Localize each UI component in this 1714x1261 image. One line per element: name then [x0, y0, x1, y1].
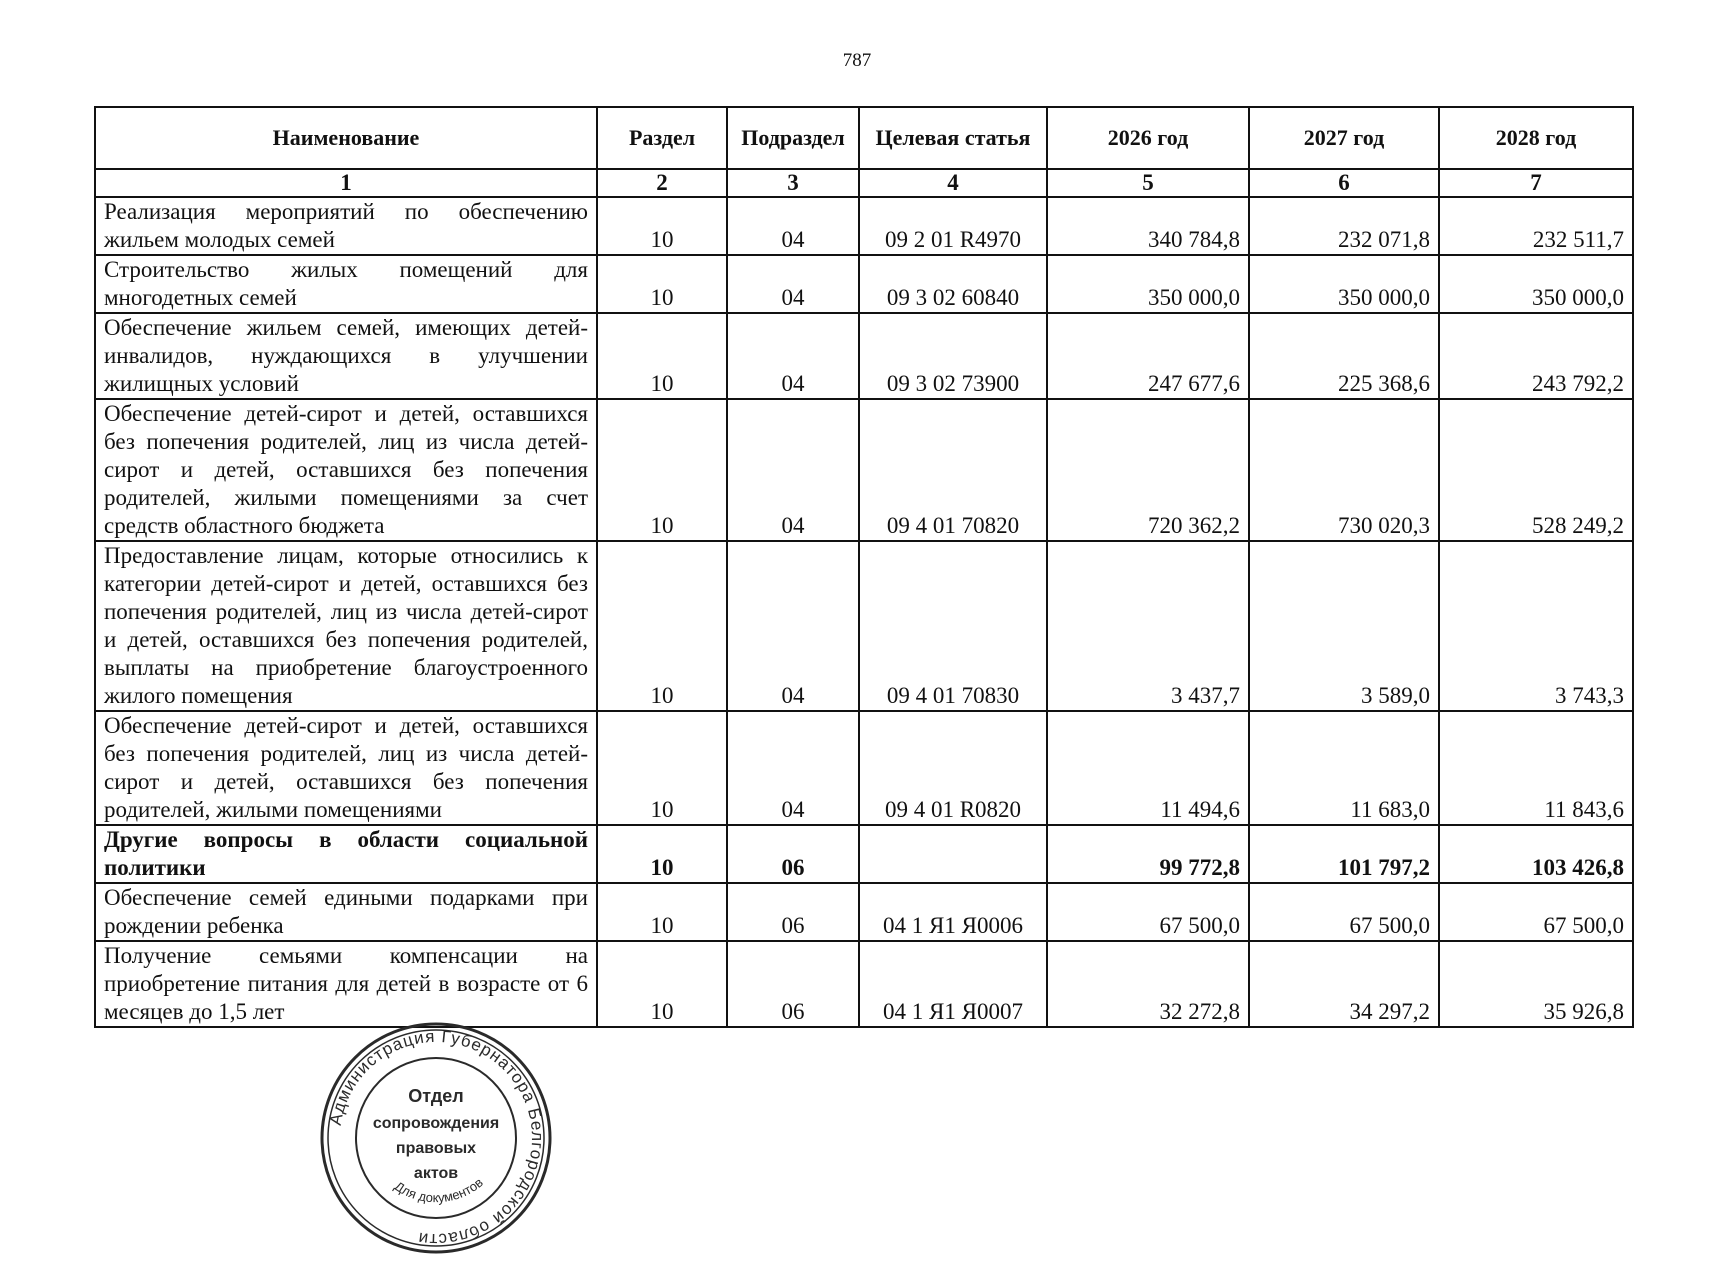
column-number: 6	[1249, 169, 1439, 197]
row-2027: 730 020,3	[1249, 399, 1439, 541]
row-2027: 67 500,0	[1249, 883, 1439, 941]
row-target: 09 3 02 60840	[859, 255, 1047, 313]
row-target: 09 4 01 70830	[859, 541, 1047, 711]
row-target: 04 1 Я1 Я0006	[859, 883, 1047, 941]
row-name: Обеспечение детей-сирот и детей, оставшихся без попечения родителей, лиц из числа детей-сирот и детей, оставшихся без попечения родителей, жилыми помещениями за счет средств областного бюджета	[95, 399, 597, 541]
row-2026: 67 500,0	[1047, 883, 1249, 941]
row-2028: 35 926,8	[1439, 941, 1633, 1027]
column-header: 2026 год	[1047, 107, 1249, 169]
row-2027: 3 589,0	[1249, 541, 1439, 711]
table-row	[95, 711, 1633, 825]
table-row	[95, 541, 1633, 711]
row-2028: 103 426,8	[1439, 825, 1633, 883]
row-2027: 232 071,8	[1249, 197, 1439, 255]
stamp-outer-text: Администрация Губернатора Белгородской области	[325, 1026, 548, 1250]
row-2028: 528 249,2	[1439, 399, 1633, 541]
row-2026: 720 362,2	[1047, 399, 1249, 541]
row-podrazdel: 04	[727, 399, 859, 541]
stamp-line: правовых	[395, 1140, 477, 1157]
column-header: Раздел	[597, 107, 727, 169]
row-name: Реализация мероприятий по обеспечению жильем молодых семей	[95, 197, 597, 255]
row-2028: 3 743,3	[1439, 541, 1633, 711]
row-name: Предоставление лицам, которые относились к категории детей-сирот и детей, оставшихся без попечения родителей, лиц из числа детей-сирот и детей, оставшихся без попечения родителей, выплаты на приобретение благоустроенного жилого помещения	[95, 541, 597, 711]
column-number: 2	[597, 169, 727, 197]
row-2026: 99 772,8	[1047, 825, 1249, 883]
column-header: 2028 год	[1439, 107, 1633, 169]
table-row	[95, 399, 1633, 541]
column-number-row	[95, 169, 1633, 197]
table-row	[95, 883, 1633, 941]
row-2026: 247 677,6	[1047, 313, 1249, 399]
row-name: Обеспечение семей едиными подарками при рождении ребенка	[95, 883, 597, 941]
column-header: Наименование	[95, 107, 597, 169]
row-podrazdel: 04	[727, 711, 859, 825]
stamp-line: Отдел	[408, 1086, 464, 1106]
row-target: 09 2 01 R4970	[859, 197, 1047, 255]
row-podrazdel: 04	[727, 313, 859, 399]
row-razdel: 10	[597, 313, 727, 399]
row-2027: 101 797,2	[1249, 825, 1439, 883]
table-row	[95, 255, 1633, 313]
row-podrazdel: 04	[727, 255, 859, 313]
row-podrazdel: 04	[727, 197, 859, 255]
official-stamp	[318, 1020, 554, 1256]
row-target: 04 1 Я1 Я0007	[859, 941, 1047, 1027]
budget-table	[94, 106, 1634, 1028]
row-podrazdel: 06	[727, 825, 859, 883]
row-2026: 340 784,8	[1047, 197, 1249, 255]
row-razdel: 10	[597, 825, 727, 883]
row-2026: 11 494,6	[1047, 711, 1249, 825]
table-row-section	[95, 825, 1633, 883]
row-2028: 243 792,2	[1439, 313, 1633, 399]
row-name: Обеспечение жильем семей, имеющих детей-инвалидов, нуждающихся в улучшении жилищных условий	[95, 313, 597, 399]
row-name: Обеспечение детей-сирот и детей, оставшихся без попечения родителей, лиц из числа детей-сирот и детей, оставшихся без попечения родителей, жилыми помещениями	[95, 711, 597, 825]
row-razdel: 10	[597, 941, 727, 1027]
row-2026: 32 272,8	[1047, 941, 1249, 1027]
row-2027: 350 000,0	[1249, 255, 1439, 313]
row-podrazdel: 06	[727, 883, 859, 941]
row-2027: 34 297,2	[1249, 941, 1439, 1027]
row-2027: 225 368,6	[1249, 313, 1439, 399]
row-podrazdel: 04	[727, 541, 859, 711]
row-target: 09 4 01 70820	[859, 399, 1047, 541]
column-number: 7	[1439, 169, 1633, 197]
column-header: Подраздел	[727, 107, 859, 169]
header-row	[95, 107, 1633, 169]
stamp-bottom-text: Для документов	[391, 1174, 486, 1206]
row-target: 09 3 02 73900	[859, 313, 1047, 399]
row-podrazdel: 06	[727, 941, 859, 1027]
row-2026: 3 437,7	[1047, 541, 1249, 711]
stamp-line: актов	[413, 1165, 459, 1182]
column-header: 2027 год	[1249, 107, 1439, 169]
column-header: Целевая статья	[859, 107, 1047, 169]
row-razdel: 10	[597, 399, 727, 541]
row-name: Получение семьями компенсации на приобретение питания для детей в возрасте от 6 месяцев до 1,5 лет	[95, 941, 597, 1027]
row-razdel: 10	[597, 711, 727, 825]
row-2028: 232 511,7	[1439, 197, 1633, 255]
row-2028: 11 843,6	[1439, 711, 1633, 825]
svg-text:Администрация Губернатора Белг	[326, 1027, 547, 1249]
stamp-line: сопровождения	[372, 1115, 500, 1132]
row-name: Другие вопросы в области социальной политики	[95, 825, 597, 883]
stamp-seal-icon	[318, 1020, 554, 1256]
row-name: Строительство жилых помещений для многодетных семей	[95, 255, 597, 313]
page-number: 787	[842, 50, 872, 71]
column-number: 4	[859, 169, 1047, 197]
row-2027: 11 683,0	[1249, 711, 1439, 825]
row-razdel: 10	[597, 541, 727, 711]
row-2028: 67 500,0	[1439, 883, 1633, 941]
row-razdel: 10	[597, 197, 727, 255]
row-target: 09 4 01 R0820	[859, 711, 1047, 825]
column-number: 1	[95, 169, 597, 197]
column-number: 5	[1047, 169, 1249, 197]
table-row	[95, 313, 1633, 399]
table-row	[95, 941, 1633, 1027]
column-number: 3	[727, 169, 859, 197]
row-razdel: 10	[597, 255, 727, 313]
row-2028: 350 000,0	[1439, 255, 1633, 313]
row-razdel: 10	[597, 883, 727, 941]
table-row	[95, 197, 1633, 255]
row-2026: 350 000,0	[1047, 255, 1249, 313]
row-target	[859, 825, 1047, 883]
